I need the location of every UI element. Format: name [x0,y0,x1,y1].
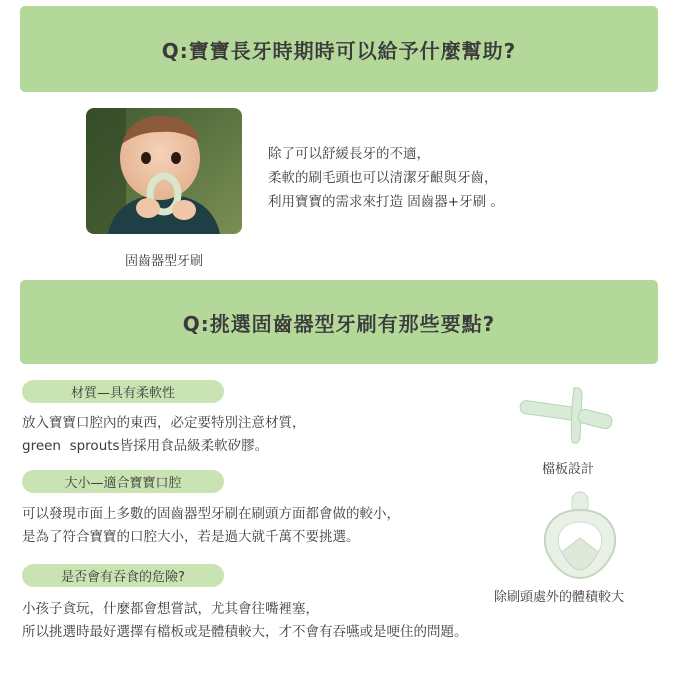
point-line: 是為了符合寶寶的口腔大小，若是過大就千萬不要挑選。 [22,529,360,545]
intro-line: 除了可以舒緩長牙的不適， [268,146,430,162]
intro-line: 柔軟的刷毛頭也可以清潔牙齦與牙齒， [268,170,498,186]
question-banner-1 [20,6,658,92]
intro-line: 利用寶寶的需求來打造 固齒器+牙刷 。 [268,194,504,210]
point-line: 小孩子貪玩，什麼都會想嘗試，尤其會往嘴裡塞， [22,601,319,617]
point-label-size: 大小—適合寶寶口腔 [22,470,224,493]
teether-ring-image [538,490,622,582]
guard-caption: 檔板設計 [542,462,595,477]
guard-toothbrush-image [516,386,616,448]
point-text-material [22,412,306,458]
point-line: 所以挑選時最好選擇有檔板或是體積較大，才不會有吞嚥或是哽住的問題。 [22,624,468,640]
point-line: green sprouts皆採用食品級柔軟矽膠。 [22,438,269,454]
point-label-material: 材質—具有柔軟性 [22,380,224,403]
baby-photo [86,108,242,234]
point-label-swallow: 是否會有吞食的危險? [22,564,224,587]
photo-caption: 固齒器型牙刷 [124,254,203,269]
intro-text [268,142,504,214]
ring-caption: 除刷頭處外的體積較大 [494,590,625,605]
point-line: 可以發現市面上多數的固齒器型牙刷在刷頭方面都會做的較小， [22,506,400,522]
question-banner-2 [20,280,658,364]
question-title-2: Q:挑選固齒器型牙刷有那些要點? [182,311,496,336]
point-text-size [22,503,400,549]
point-text-swallow [22,598,468,644]
point-line: 放入寶寶口腔內的東西，必定要特別注意材質， [22,415,306,431]
question-title-1: Q:寶寶長牙時期時可以給予什麼幫助? [161,38,517,63]
